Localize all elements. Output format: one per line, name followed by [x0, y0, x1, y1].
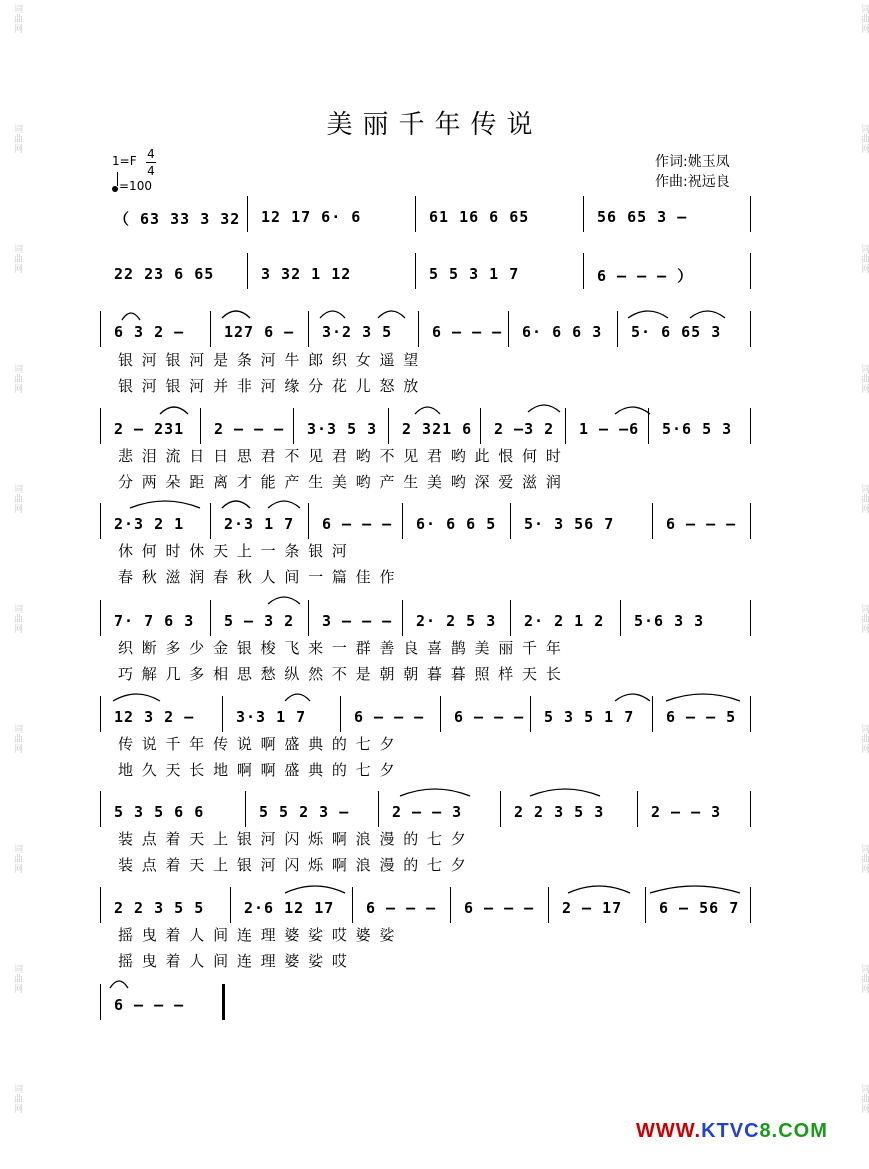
- watermark-text: 词曲网: [859, 604, 869, 634]
- time-signature-top: 4: [147, 147, 155, 161]
- measure-notes: 12 3 2 –: [114, 708, 195, 726]
- measure-notes: （ 63 33 3 32: [114, 210, 241, 228]
- watermark-text: 词曲网: [859, 364, 869, 394]
- composer-credit: 作曲:祝远良: [655, 174, 730, 190]
- measure-notes: 5· 6 65 3: [631, 323, 722, 341]
- watermark-text: 词曲网: [859, 124, 869, 154]
- lyric-line: 摇 曳 着 人 间 连 理 婆 娑 哎: [118, 952, 349, 970]
- measure-notes: 5 3 5 6 6: [114, 803, 205, 821]
- watermark-text: 词曲网: [859, 1084, 869, 1114]
- measure-notes: 61 16 6 65: [429, 208, 530, 226]
- slur-arc: [378, 311, 405, 318]
- slur-arc: [130, 501, 200, 508]
- measure-notes: 6 – – –: [354, 708, 425, 726]
- slur-arc: [110, 981, 128, 988]
- measure-notes: 2·6 12 17: [244, 899, 335, 917]
- measure-notes: 6· 6 6 3: [522, 323, 603, 341]
- slur-arc: [666, 694, 740, 701]
- measure-notes: 5 3 5 1 7: [544, 708, 635, 726]
- watermark-text: 词曲网: [12, 484, 22, 514]
- lyric-line: 巧 解 几 多 相 思 愁 纵 然 不 是 朝 朝 暮 暮 照 样 天 长: [118, 665, 563, 683]
- slur-arc: [690, 311, 725, 318]
- footer-com: 8.COM: [759, 1120, 828, 1142]
- measure-notes: 2 – 231: [114, 420, 185, 438]
- watermark-text: 词曲网: [859, 964, 869, 994]
- measure-notes: 6 – – –: [464, 899, 535, 917]
- measure-notes: 5·6 5 3: [662, 420, 733, 438]
- watermark-text: 词曲网: [859, 244, 869, 274]
- measure-notes: 6 – – 5: [666, 708, 737, 726]
- watermark-text: 词曲网: [859, 4, 869, 34]
- measure-notes: 2 –3 2: [494, 420, 555, 438]
- measure-notes: 3·3 5 3: [307, 420, 378, 438]
- slur-arc: [530, 789, 600, 796]
- slur-arc: [615, 407, 650, 414]
- watermark-text: 词曲网: [859, 484, 869, 514]
- tempo-value: =100: [119, 179, 152, 193]
- lyric-line: 摇 曳 着 人 间 连 理 婆 娑 哎 婆 娑: [118, 926, 397, 944]
- slur-arc: [113, 694, 160, 701]
- slur-arc: [285, 886, 345, 893]
- measure-notes: 6 – – –: [432, 323, 503, 341]
- measure-notes: 6 – – –: [366, 899, 437, 917]
- footer-ktvc: KTVC: [701, 1120, 760, 1142]
- slur-arc: [615, 694, 650, 701]
- slur-arc: [400, 789, 470, 796]
- measure-notes: 2 – – –: [214, 420, 285, 438]
- slur-arc: [122, 313, 140, 320]
- watermark-text: 词曲网: [12, 964, 22, 994]
- watermark-text: 词曲网: [12, 244, 22, 274]
- measure-notes: 56 65 3 –: [597, 208, 688, 226]
- lyric-line: 传 说 千 年 传 说 啊 盛 典 的 七 夕: [118, 735, 397, 753]
- measure-notes: 6 3 2 –: [114, 323, 185, 341]
- measure-notes: 2·3 2 1: [114, 515, 185, 533]
- measure-notes: 2 – – 3: [392, 803, 463, 821]
- measure-notes: 6 – – –: [666, 515, 737, 533]
- lyric-line: 装 点 着 天 上 银 河 闪 烁 啊 浪 漫 的 七 夕: [118, 830, 468, 848]
- song-title: 美丽千年传说: [326, 110, 543, 140]
- measure-notes: 2· 2 5 3: [416, 612, 497, 630]
- slur-arc: [160, 407, 188, 414]
- measure-notes: 5·6 3 3: [634, 612, 705, 630]
- key-signature: 1=F: [112, 154, 137, 168]
- measure-notes: 3 – – –: [322, 612, 393, 630]
- measure-notes: 2 321 6: [402, 420, 473, 438]
- slur-arc: [650, 886, 740, 893]
- slur-arc: [268, 501, 300, 508]
- lyric-line: 休 何 时 休 天 上 一 条 银 河: [118, 542, 349, 560]
- slur-arc: [222, 501, 250, 508]
- measure-notes: 12 17 6· 6: [261, 208, 362, 226]
- measure-notes: 2 2 3 5 3: [514, 803, 605, 821]
- lyric-line: 分 两 朵 距 离 才 能 产 生 美 哟 产 生 美 哟 深 爱 滋 润: [118, 473, 563, 491]
- measure-notes: 3 32 1 12: [261, 265, 352, 283]
- lyricist-credit: 作词:姚玉凤: [655, 154, 730, 170]
- watermark-text: 词曲网: [859, 844, 869, 874]
- slur-arc: [285, 694, 310, 701]
- measure-notes: 5 5 2 3 –: [259, 803, 350, 821]
- watermark-text: 词曲网: [12, 364, 22, 394]
- measure-notes: 1 – –6: [579, 420, 640, 438]
- slur-arc: [568, 886, 630, 893]
- watermark-text: 词曲网: [859, 724, 869, 754]
- time-signature-bottom: 4: [147, 164, 155, 178]
- measure-notes: 6 – – –: [322, 515, 393, 533]
- slur-arc: [222, 311, 250, 318]
- slur-arc: [320, 311, 345, 318]
- watermark-text: 词曲网: [12, 1084, 22, 1114]
- measure-notes: 2 – – 3: [651, 803, 722, 821]
- measure-notes: 2· 2 1 2: [524, 612, 605, 630]
- measure-notes: 127 6 –: [224, 323, 295, 341]
- lyric-line: 银 河 银 河 并 非 河 缘 分 花 儿 怒 放: [118, 377, 421, 395]
- lyric-line: 银 河 银 河 是 条 河 牛 郎 织 女 遥 望: [118, 351, 421, 369]
- watermark-text: 词曲网: [12, 604, 22, 634]
- slur-arc: [628, 311, 668, 318]
- measure-notes: 5 5 3 1 7: [429, 265, 520, 283]
- lyric-line: 悲 泪 流 日 日 思 君 不 见 君 哟 不 见 君 哟 此 恨 何 时: [118, 447, 563, 465]
- measure-notes: 5 – 3 2: [224, 612, 295, 630]
- measure-notes: 7· 7 6 3: [114, 612, 195, 630]
- watermark-text: 词曲网: [12, 724, 22, 754]
- measure-notes: 5· 3 56 7: [524, 515, 615, 533]
- lyric-line: 织 断 多 少 金 银 梭 飞 来 一 群 善 良 喜 鹊 美 丽 千 年: [118, 639, 563, 657]
- measure-notes: 6 – – –: [454, 708, 525, 726]
- watermark-text: 词曲网: [12, 844, 22, 874]
- lyric-line: 地 久 天 长 地 啊 啊 盛 典 的 七 夕: [118, 761, 397, 779]
- lyric-line: 装 点 着 天 上 银 河 闪 烁 啊 浪 漫 的 七 夕: [118, 856, 468, 874]
- measure-notes: 6 – – – ）: [597, 267, 694, 285]
- measure-notes: 6 – 56 7: [659, 899, 740, 917]
- measure-notes: 3·3 1 7: [236, 708, 307, 726]
- footer-www: WWW.: [636, 1120, 702, 1142]
- measure-notes: 2 – 17: [562, 899, 623, 917]
- slur-arc: [415, 407, 440, 414]
- measure-notes: 2 2 3 5 5: [114, 899, 205, 917]
- site-footer-logo: [636, 1120, 828, 1143]
- measure-notes: 3·2 3 5: [322, 323, 393, 341]
- watermark-text: 词曲网: [12, 124, 22, 154]
- measure-notes: 6 – – –: [114, 996, 185, 1014]
- measure-notes: 2·3 1 7: [224, 515, 295, 533]
- lyric-line: 春 秋 滋 润 春 秋 人 间 一 篇 佳 作: [118, 568, 397, 586]
- measure-notes: 6· 6 6 5: [416, 515, 497, 533]
- slur-arc: [268, 597, 300, 604]
- watermark-text: 词曲网: [12, 4, 22, 34]
- measure-notes: 22 23 6 65: [114, 265, 215, 283]
- slur-arc: [528, 405, 560, 412]
